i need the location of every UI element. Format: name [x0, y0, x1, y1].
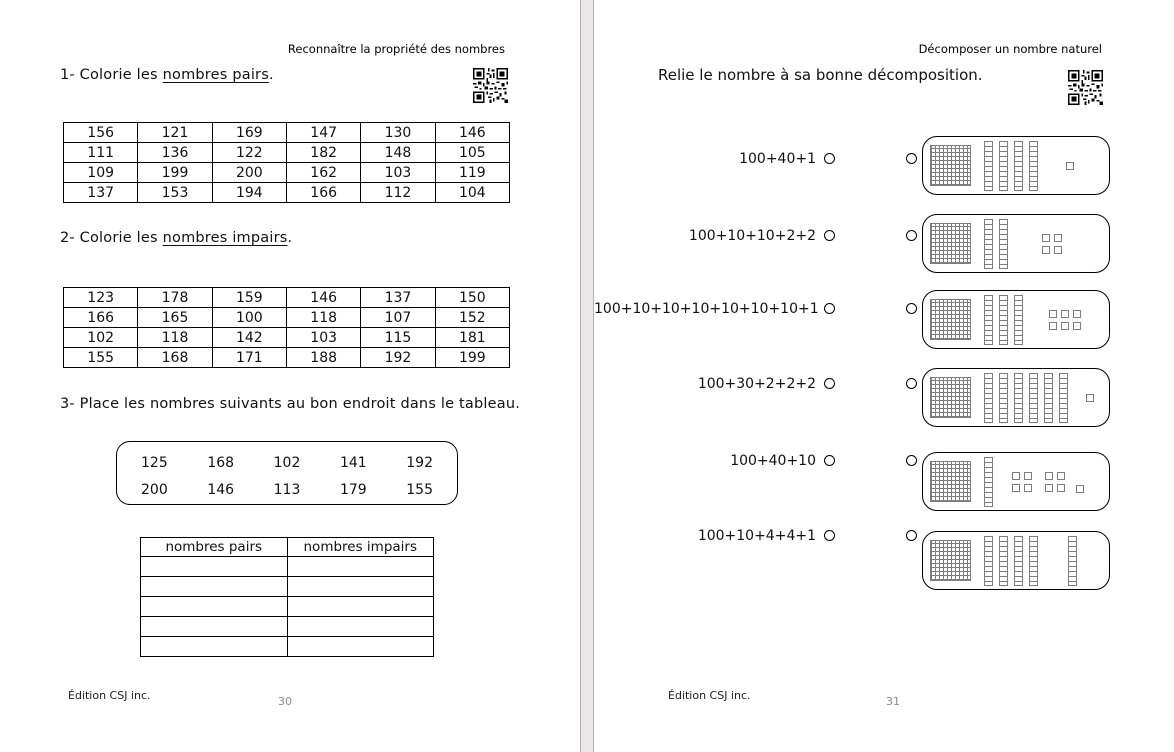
ten-rod-block — [999, 373, 1008, 423]
bank-row — [141, 476, 433, 503]
exercise3-title: 3- Place les nombres suivants au bon endroit dans le tableau. — [60, 396, 521, 412]
number-cell[interactable]: 194 — [212, 183, 286, 203]
unit-cube-block — [1066, 162, 1074, 170]
hundred-flat-block — [930, 299, 971, 340]
matching-instruction: Relie le nombre à sa bonne décomposition. — [658, 66, 983, 84]
unit-cube-block — [1073, 310, 1081, 318]
number-cell[interactable]: 199 — [138, 163, 212, 183]
exercise1-title-keyword: nombres pairs — [162, 67, 269, 83]
unit-cube-block — [1086, 394, 1094, 402]
unit-cube-block — [1012, 472, 1020, 480]
number-cell[interactable]: 119 — [435, 163, 509, 183]
number-cell[interactable]: 171 — [212, 348, 286, 368]
page-topic-label: Reconnaître la propriété des nombres — [287, 42, 505, 56]
number-cell[interactable]: 153 — [138, 183, 212, 203]
number-cell[interactable]: 118 — [138, 328, 212, 348]
unit-cube-block — [1045, 484, 1053, 492]
exercise1-title-suffix: . — [268, 67, 274, 83]
unit-cube-block — [1057, 472, 1065, 480]
number-cell[interactable]: 192 — [361, 348, 435, 368]
unit-cube-block — [1012, 484, 1020, 492]
number-row — [64, 328, 510, 348]
match-circle-left[interactable] — [824, 455, 835, 466]
number-cell[interactable]: 162 — [286, 163, 360, 183]
answer-column-header: nombres pairs — [141, 538, 288, 557]
ten-rod-block — [1029, 536, 1038, 586]
unit-cube-group — [1086, 394, 1094, 402]
number-cell[interactable]: 168 — [138, 348, 212, 368]
number-cell[interactable]: 188 — [286, 348, 360, 368]
number-cell[interactable]: 109 — [64, 163, 138, 183]
unit-cube-block — [1042, 234, 1050, 242]
bank-row — [141, 449, 433, 476]
ten-rod-block — [999, 141, 1008, 191]
ten-rod-block — [1044, 373, 1053, 423]
match-circle-right[interactable] — [906, 303, 917, 314]
number-cell[interactable]: 136 — [138, 143, 212, 163]
unit-cube-block — [1054, 234, 1062, 242]
qr-code-icon — [473, 68, 508, 103]
ten-rod-block — [1014, 536, 1023, 586]
ten-rod-group — [984, 141, 1038, 191]
answer-row — [141, 557, 434, 577]
ten-rod-block — [1059, 373, 1068, 423]
unit-cube-group — [1045, 472, 1065, 492]
answer-cell[interactable] — [287, 557, 434, 577]
number-cell[interactable]: 147 — [286, 123, 360, 143]
unit-cube-block — [1054, 246, 1062, 254]
page-spine-divider — [580, 0, 594, 752]
ten-rod-group — [1068, 536, 1077, 586]
unit-cube-block — [1073, 322, 1081, 330]
number-cell[interactable]: 156 — [64, 123, 138, 143]
ten-rod-block — [1029, 373, 1038, 423]
answer-cell[interactable] — [141, 617, 288, 637]
number-cell[interactable]: 169 — [212, 123, 286, 143]
qr-code-icon — [1068, 70, 1103, 105]
decomposition-blocks-box — [922, 290, 1110, 349]
number-cell[interactable]: 178 — [138, 288, 212, 308]
ten-rod-group — [984, 295, 1023, 345]
answer-row — [141, 637, 434, 657]
number-cell[interactable]: 115 — [361, 328, 435, 348]
unit-cube-group — [1042, 234, 1062, 254]
unit-cube-block — [1042, 246, 1050, 254]
match-circle-right[interactable] — [906, 153, 917, 164]
number-cell[interactable]: 107 — [361, 308, 435, 328]
number-cell[interactable]: 104 — [435, 183, 509, 203]
number-row — [64, 143, 510, 163]
bank-number: 102 — [273, 454, 301, 471]
sorting-answer-table — [140, 537, 434, 657]
ten-rod-block — [999, 219, 1008, 269]
decomposition-blocks-box — [922, 368, 1110, 427]
left-page — [0, 0, 580, 752]
edition-footer: Édition CSJ inc. — [668, 689, 751, 702]
number-cell[interactable]: 137 — [64, 183, 138, 203]
decomposition-label: 100+40+10 — [730, 453, 816, 469]
answer-cell[interactable] — [287, 637, 434, 657]
match-circle-right[interactable] — [906, 230, 917, 241]
unit-cube-group — [1076, 485, 1084, 493]
number-cell[interactable]: 200 — [212, 163, 286, 183]
ten-rod-block — [984, 295, 993, 345]
bank-number: 200 — [141, 481, 168, 498]
number-cell[interactable]: 137 — [361, 288, 435, 308]
ten-rod-group — [984, 373, 1068, 423]
bank-number: 113 — [273, 481, 301, 498]
decomposition-blocks-box — [922, 531, 1110, 590]
answer-row — [141, 617, 434, 637]
number-cell[interactable]: 121 — [138, 123, 212, 143]
ten-rod-block — [984, 373, 993, 423]
right-page — [594, 0, 1174, 752]
decomposition-blocks-box — [922, 452, 1110, 511]
match-circle-left[interactable] — [824, 230, 835, 241]
match-circle-right[interactable] — [906, 378, 917, 389]
answer-cell[interactable] — [287, 597, 434, 617]
ten-rod-block — [1014, 295, 1023, 345]
exercise2-title-suffix: . — [287, 230, 293, 246]
answer-column-header: nombres impairs — [287, 538, 434, 557]
answer-cell[interactable] — [141, 637, 288, 657]
match-circle-left[interactable] — [824, 303, 835, 314]
unit-cube-group — [1066, 162, 1074, 170]
number-cell[interactable]: 148 — [361, 143, 435, 163]
unit-cube-block — [1024, 472, 1032, 480]
number-cell[interactable]: 181 — [435, 328, 509, 348]
unit-cube-block — [1024, 484, 1032, 492]
unit-cube-block — [1076, 485, 1084, 493]
number-cell[interactable]: 118 — [286, 308, 360, 328]
number-cell[interactable]: 130 — [361, 123, 435, 143]
decomposition-blocks-box — [922, 136, 1110, 195]
match-circle-right[interactable] — [906, 530, 917, 541]
answer-cell[interactable] — [287, 577, 434, 597]
number-row — [64, 288, 510, 308]
ten-rod-group — [984, 457, 993, 507]
hundred-flat-block — [930, 540, 971, 581]
number-cell[interactable]: 199 — [435, 348, 509, 368]
decomposition-label: 100+10+4+4+1 — [697, 528, 816, 544]
bank-number: 146 — [207, 481, 235, 498]
number-cell[interactable]: 111 — [64, 143, 138, 163]
number-cell[interactable]: 166 — [64, 308, 138, 328]
bank-number: 155 — [406, 481, 433, 498]
number-cell[interactable]: 112 — [361, 183, 435, 203]
number-cell[interactable]: 103 — [361, 163, 435, 183]
match-circle-left[interactable] — [824, 153, 835, 164]
number-cell[interactable]: 152 — [435, 308, 509, 328]
page-number: 30 — [278, 695, 292, 708]
bank-number: 141 — [339, 454, 367, 471]
number-cell[interactable]: 100 — [212, 308, 286, 328]
ten-rod-block — [1014, 373, 1023, 423]
decomposition-label: 100+30+2+2+2 — [697, 376, 816, 392]
bank-number: 168 — [207, 454, 235, 471]
number-cell[interactable]: 122 — [212, 143, 286, 163]
hundred-flat-block — [930, 461, 971, 502]
answer-cell[interactable] — [287, 617, 434, 637]
number-cell[interactable]: 165 — [138, 308, 212, 328]
number-cell[interactable]: 182 — [286, 143, 360, 163]
answer-row — [141, 577, 434, 597]
match-circle-right[interactable] — [906, 455, 917, 466]
answer-cell[interactable] — [141, 597, 288, 617]
exercise2-title-prefix: 2- Colorie les — [60, 230, 163, 246]
answer-cell[interactable] — [141, 557, 288, 577]
unit-cube-group — [1012, 472, 1032, 492]
unit-cube-block — [1057, 484, 1065, 492]
number-row — [64, 123, 510, 143]
exercise2-title-keyword: nombres impairs — [162, 230, 288, 246]
hundred-flat-block — [930, 223, 971, 264]
odd-numbers-grid — [63, 287, 510, 368]
number-row — [64, 308, 510, 328]
ten-rod-block — [984, 219, 993, 269]
ten-rod-group — [984, 536, 1038, 586]
number-cell[interactable]: 123 — [64, 288, 138, 308]
ten-rod-block — [984, 457, 993, 507]
number-cell[interactable]: 166 — [286, 183, 360, 203]
unit-cube-block — [1061, 322, 1069, 330]
ten-rod-block — [984, 536, 993, 586]
number-row — [64, 183, 510, 203]
hundred-flat-block — [930, 145, 971, 186]
ten-rod-block — [999, 536, 1008, 586]
hundred-flat-block — [930, 377, 971, 418]
number-cell[interactable]: 146 — [286, 288, 360, 308]
match-circle-left[interactable] — [824, 378, 835, 389]
decomposition-blocks-box — [922, 214, 1110, 273]
exercise1-title — [60, 67, 274, 83]
unit-cube-block — [1045, 472, 1053, 480]
number-row — [64, 348, 510, 368]
answer-row — [141, 597, 434, 617]
even-numbers-grid — [63, 122, 510, 203]
page-number: 31 — [886, 695, 900, 708]
number-cell[interactable]: 146 — [435, 123, 509, 143]
unit-cube-group — [1049, 310, 1081, 330]
ten-rod-block — [984, 141, 993, 191]
unit-cube-block — [1049, 310, 1057, 318]
edition-footer: Édition CSJ inc. — [68, 689, 151, 702]
answer-header-row — [141, 538, 434, 557]
decomposition-label: 100+10+10+2+2 — [688, 228, 816, 244]
page-topic-label: Décomposer un nombre naturel — [918, 42, 1102, 56]
unit-cube-block — [1049, 322, 1057, 330]
number-cell[interactable]: 102 — [64, 328, 138, 348]
ten-rod-group — [984, 219, 1008, 269]
decomposition-label: 100+10+10+10+10+10+10+1 — [594, 301, 819, 317]
decomposition-label: 100+40+1 — [739, 151, 816, 167]
ten-rod-block — [999, 295, 1008, 345]
number-cell[interactable]: 155 — [64, 348, 138, 368]
number-cell[interactable]: 105 — [435, 143, 509, 163]
number-cell[interactable]: 150 — [435, 288, 509, 308]
unit-cube-block — [1061, 310, 1069, 318]
number-cell[interactable]: 142 — [212, 328, 286, 348]
exercise2-title — [60, 230, 292, 246]
number-bank-box — [116, 441, 458, 505]
bank-number: 125 — [141, 454, 168, 471]
bank-number: 192 — [406, 454, 433, 471]
number-row — [64, 163, 510, 183]
ten-rod-block — [1014, 141, 1023, 191]
ten-rod-block — [1068, 536, 1077, 586]
bank-number: 179 — [339, 481, 367, 498]
exercise1-title-prefix: 1- Colorie les — [60, 67, 163, 83]
ten-rod-block — [1029, 141, 1038, 191]
number-cell[interactable]: 159 — [212, 288, 286, 308]
number-cell[interactable]: 103 — [286, 328, 360, 348]
match-circle-left[interactable] — [824, 530, 835, 541]
answer-cell[interactable] — [141, 577, 288, 597]
